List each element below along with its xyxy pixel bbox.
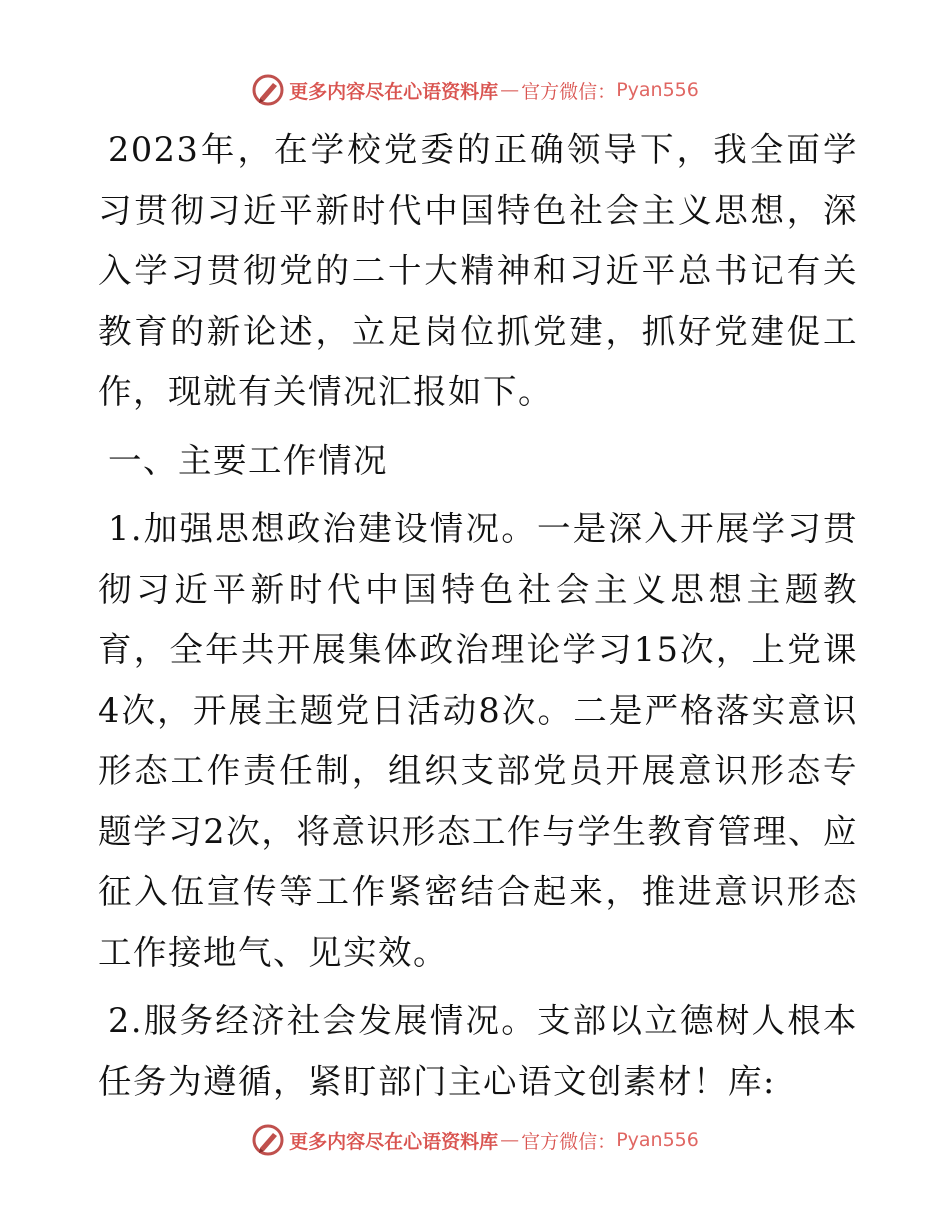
watermark-dash: — xyxy=(500,1129,520,1151)
pen-logo-icon xyxy=(251,73,285,107)
pen-logo-icon xyxy=(251,1123,285,1157)
watermark-wechat-label: 官方微信： xyxy=(521,1130,617,1153)
watermark-site-text: 更多内容尽在心语资料库 xyxy=(289,1130,499,1153)
section-heading: 一、主要工作情况 xyxy=(108,440,388,480)
header-watermark xyxy=(0,70,950,110)
footer-watermark xyxy=(0,1120,950,1160)
body-paragraph-intro: 2023年，在学校党委的正确领导下，我全面学习贯彻习近平新时代中国特色社会主义思想，深入学习贯彻党的二十大精神和习近平总书记有关教育的新论述，立足岗位抓党建，抓好党建促工作，现就有关情况汇报如下。 xyxy=(98,130,858,411)
watermark-wechat-id: Pyan556 xyxy=(616,1129,699,1151)
watermark-dash: — xyxy=(500,79,520,101)
watermark-site-text: 更多内容尽在心语资料库 xyxy=(289,80,499,103)
body-paragraph-2: 2.服务经济社会发展情况。支部以立德树人根本任务为遵循，紧盯部门主心语文创素材！库: xyxy=(98,1001,858,1101)
watermark-wechat-label: 官方微信： xyxy=(521,80,617,103)
body-paragraph-1: 1.加强思想政治建设情况。一是深入开展学习贯彻习近平新时代中国特色社会主义思想主题教育，全年共开展集体政治理论学习15次，上党课4次，开展主题党日活动8次。二是严格落实意识形态工作责任制，组织支部党员开展意识形态专题学习2次，将意识形态工作与学生教育管理、应征入伍宣传等工作紧密结合起来，推进意识形态工作接地气、见实效。 xyxy=(98,509,858,972)
document-body xyxy=(98,120,858,1112)
watermark-wechat-id: Pyan556 xyxy=(616,79,699,101)
